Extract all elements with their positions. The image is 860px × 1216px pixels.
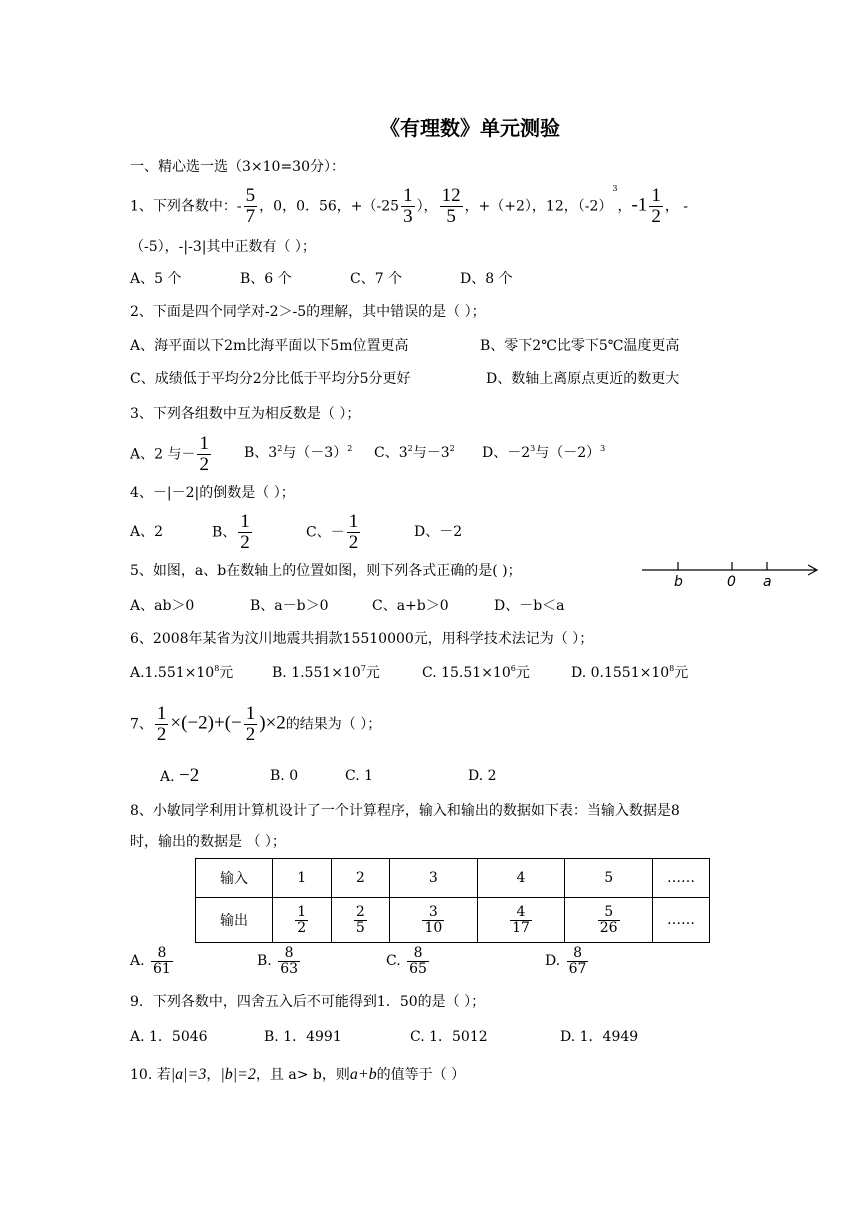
q5-option-b[interactable]: B、a－b＞0: [250, 598, 329, 614]
q5-option-c[interactable]: C、a+b＞0: [372, 598, 449, 614]
q8-option-b[interactable]: B. $\frac{8}{63}$: [257, 945, 299, 977]
table-cell: 3: [390, 859, 478, 898]
q1-option-a[interactable]: A、5 个: [130, 271, 182, 287]
q1-option-b[interactable]: B、6 个: [240, 271, 292, 287]
table-cell: $\frac{5}{26}$: [565, 898, 653, 943]
question-2: 2、下面是四个同学对-2＞-5的理解，其中错误的是（ ）；: [130, 304, 486, 320]
q9-option-b[interactable]: B. 1．4991: [264, 1029, 342, 1045]
q3-option-c[interactable]: C、$3^2$与$-3^2$: [374, 444, 455, 461]
q5-option-d[interactable]: D、－b＜a: [494, 598, 565, 614]
question-1: 1、下列各数中：- $\frac{5}{7}$ ，0，0．56，+（-25 $\frac{1}{3}$ ）， $\frac{12}{5}$ ，+（+2），12，$(-2)^3$，-1 $\frac{1}{2}$ ， -: [130, 184, 688, 227]
q2-option-c[interactable]: C、成绩低于平均分2分比低于平均分5分更好: [130, 371, 411, 387]
q7-option-d[interactable]: D. 2: [468, 768, 497, 784]
table-cell: $\frac{4}{17}$: [477, 898, 565, 943]
axis-label-a: a: [763, 574, 772, 590]
question-10: 10. 若|a|=3，|b|=2，且 a> b，则a+b的值等于（ ）: [130, 1066, 466, 1083]
q3-option-a[interactable]: A、2 与－ $\frac{1}{2}$: [130, 433, 209, 475]
q3-option-d[interactable]: D、$-2^3$与$(-2)^3$: [482, 444, 606, 461]
q7-option-a[interactable]: A. −2: [160, 765, 200, 786]
io-table: [195, 858, 710, 943]
q8-option-c[interactable]: C. $\frac{8}{65}$: [386, 945, 427, 977]
table-cell-ellipsis: ……: [653, 859, 710, 898]
q1-option-c[interactable]: C、7 个: [350, 271, 403, 287]
q4-option-c[interactable]: C、－ $\frac{1}{2}$: [306, 511, 359, 553]
table-cell: $\frac{3}{10}$: [390, 898, 478, 943]
table-cell: $\frac{2}{5}$: [331, 898, 390, 943]
q2-option-d[interactable]: D、数轴上离原点更近的数更大: [486, 371, 680, 387]
q9-option-c[interactable]: C. 1．5012: [410, 1029, 488, 1045]
question-8: 8、小敏同学利用计算机设计了一个计算程序，输入和输出的数据如下表：当输入数据是8: [130, 803, 680, 819]
table-row: [196, 859, 710, 898]
q5-option-a[interactable]: A、ab＞0: [130, 598, 195, 614]
question-6: 6、2008年某省为汶川地震共捐款15510000元，用科学技术法记为（ ）；: [130, 631, 594, 647]
page-title: 《有理数》单元测验: [380, 116, 560, 140]
q3-option-b[interactable]: B、$3^2$与$(-3)^2$: [244, 444, 353, 461]
q4-option-a[interactable]: A、2: [130, 524, 164, 540]
q9-option-d[interactable]: D. 1．4949: [560, 1029, 639, 1045]
table-cell: 2: [331, 859, 390, 898]
fraction: $\frac{1}{3}$: [403, 185, 413, 227]
q7-option-c[interactable]: C. 1: [345, 768, 374, 784]
fraction: $\frac{5}{7}$: [245, 185, 256, 227]
table-cell-ellipsis: ……: [653, 898, 710, 943]
question-8-line2: 时，输出的数据是 （ ）；: [130, 834, 286, 850]
table-header-input: 输入: [196, 859, 273, 898]
q4-option-d[interactable]: D、－2: [414, 524, 463, 540]
q6-option-b[interactable]: B. $1.551\times 10^7$元: [272, 664, 380, 681]
q9-option-a[interactable]: A. 1．5046: [130, 1029, 208, 1045]
q1-option-d[interactable]: D、8 个: [460, 271, 513, 287]
q8-option-d[interactable]: D. $\frac{8}{67}$: [545, 945, 587, 977]
q8-option-a[interactable]: A. $\frac{8}{61}$: [130, 945, 171, 977]
question-4: 4、－|－2|的倒数是（ ）；: [130, 485, 295, 501]
q6-option-c[interactable]: C. $15.51\times 10^6$元: [422, 664, 530, 681]
question-9: 9．下列各数中，四舍五入后不可能得到1．50的是（ ）；: [130, 994, 486, 1010]
section-heading: 一、精心选一选（3×10=30分）：: [130, 159, 345, 175]
q6-option-a[interactable]: $A.1.551\times 10^8$元: [130, 664, 234, 681]
question-7: 7、 $\frac{1}{2}$ ×(−2)+(− $\frac{1}{2}$ )×2的结果为（ ）；: [130, 703, 382, 745]
table-cell: 4: [477, 859, 565, 898]
table-header-output: 输出: [196, 898, 273, 943]
table-cell: 5: [565, 859, 653, 898]
number-line-figure: [640, 556, 822, 590]
fraction: $\frac{12}{5}$: [441, 185, 461, 227]
question-3: 3、下列各组数中互为相反数是（ ）；: [130, 406, 361, 422]
q4-option-b[interactable]: B、 $\frac{1}{2}$: [212, 511, 250, 553]
fraction: $\frac{1}{2}$: [651, 185, 661, 227]
question-5: 5、如图，a、b在数轴上的位置如图，则下列各式正确的是( )；: [130, 563, 522, 579]
table-cell: 1: [273, 859, 332, 898]
table-row: [196, 898, 710, 943]
axis-label-0: 0: [727, 574, 736, 590]
q2-option-b[interactable]: B、零下2℃比零下5℃温度更高: [480, 338, 680, 354]
q2-option-a[interactable]: A、海平面以下2m比海平面以下5m位置更高: [130, 338, 409, 354]
question-1-line2: （-5），-|-3|其中正数有（ ）；: [130, 239, 316, 255]
axis-label-b: b: [674, 574, 683, 590]
table-cell: $\frac{1}{2}$: [273, 898, 332, 943]
q7-option-b[interactable]: B. 0: [270, 768, 299, 784]
q6-option-d[interactable]: D. $0.1551\times 10^8$元: [571, 664, 689, 681]
